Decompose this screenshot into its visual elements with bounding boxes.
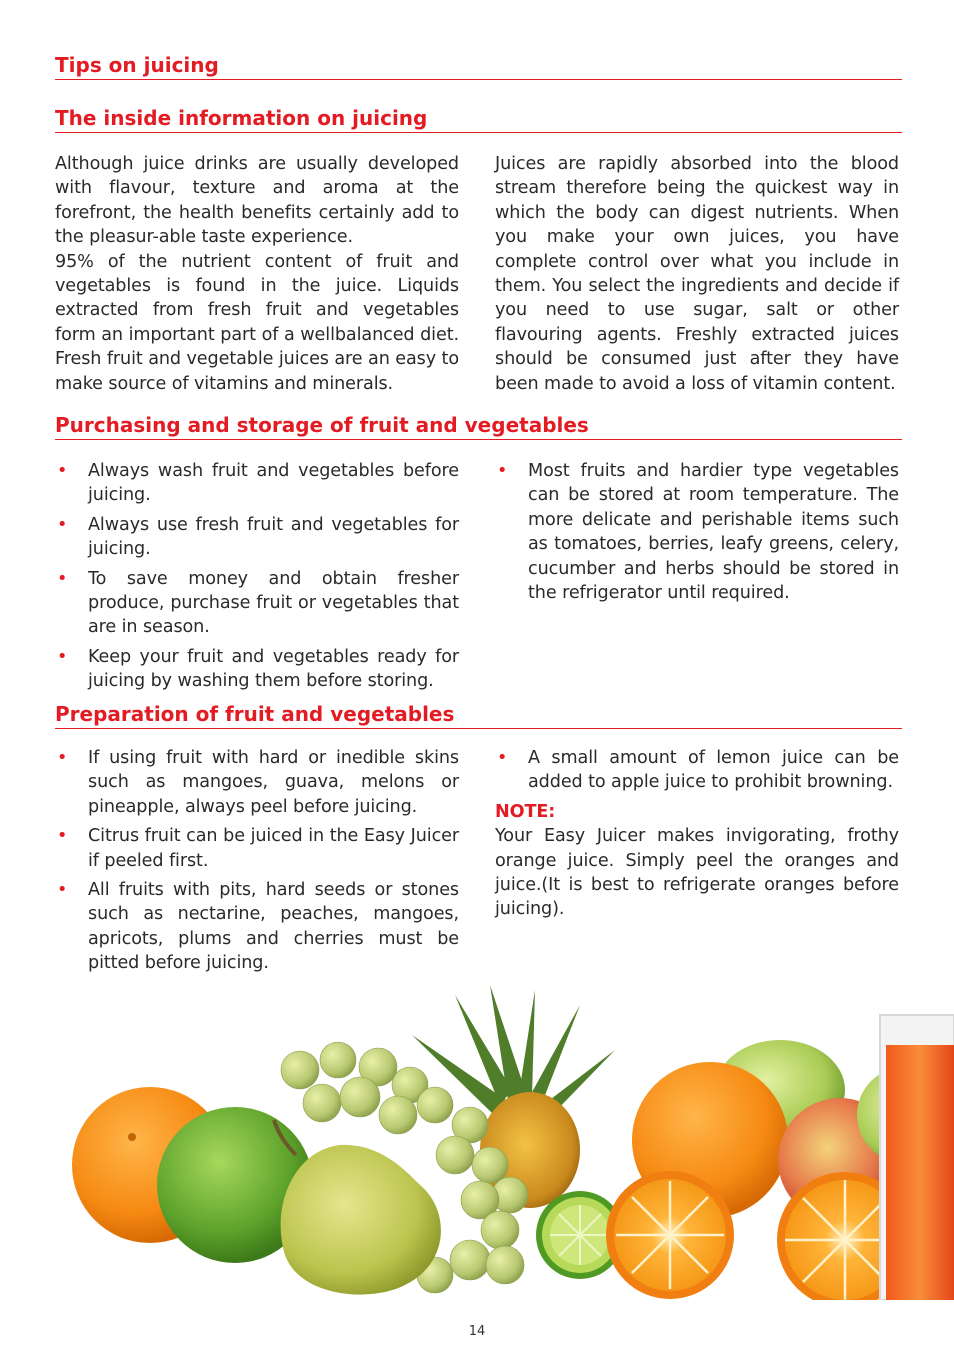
- list-item: • Always wash fruit and vegetables before juicing.: [55, 459, 459, 508]
- purchasing-right-column: [495, 459, 899, 610]
- fruit-illustration: [60, 985, 954, 1300]
- paragraph: Although juice drinks are usually developed with flavour, texture and aroma at the forefront, the health benefits certainly add to the pleasur-able taste experience.: [55, 154, 459, 248]
- bullet-list: [55, 746, 459, 976]
- section-title-purchasing: Purchasing and storage of fruit and vegetables: [55, 413, 902, 440]
- page-title: Tips on juicing: [55, 53, 902, 80]
- page-number: 14: [468, 1324, 486, 1339]
- list-item: • Most fruits and hardier type vegetables can be stored at room temperature. The more delicate and perishable items such as tomatoes, berries, leafy greens, celery, cucumber and herbs should be stored in the refrigerator until required.: [495, 459, 899, 605]
- section-title-preparation: Preparation of fruit and vegetables: [55, 702, 902, 729]
- note-label: NOTE:: [495, 801, 556, 822]
- list-item: • To save money and obtain fresher produce, purchase fruit or vegetables that are in season.: [55, 567, 459, 640]
- note-text: Your Easy Juicer makes invigorating, frothy orange juice. Simply peel the oranges and juice.(It is best to refrigerate oranges before juicing).: [495, 826, 899, 920]
- section-title-inside-information: The inside information on juicing: [55, 106, 902, 133]
- bullet-list: [495, 459, 899, 605]
- list-item: • If using fruit with hard or inedible skins such as mangoes, guava, melons or pineapple, always peel before juicing.: [55, 746, 459, 819]
- inside-right-column: [495, 152, 899, 396]
- preparation-right-column: [495, 746, 899, 922]
- list-item: • Citrus fruit can be juiced in the Easy Juicer if peeled first.: [55, 824, 459, 873]
- bullet-list: [55, 459, 459, 694]
- list-item: • Always use fresh fruit and vegetables for juicing.: [55, 513, 459, 562]
- inside-left-column: [55, 152, 459, 396]
- purchasing-left-column: [55, 459, 459, 699]
- bullet-list: [495, 746, 899, 795]
- list-item: • A small amount of lemon juice can be added to apple juice to prohibit browning.: [495, 746, 899, 795]
- preparation-left-column: [55, 746, 459, 981]
- paragraph: 95% of the nutrient content of fruit and vegetables is found in the juice. Liquids extracted from fresh fruit and vegetables form an important part of a wellbalanced diet. Fresh fruit and vegetable juices are an easy to make source of vitamins and minerals.: [55, 251, 459, 394]
- list-item: • Keep your fruit and vegetables ready for juicing by washing them before storing.: [55, 645, 459, 694]
- list-item: • All fruits with pits, hard seeds or stones such as nectarine, peaches, mangoes, apricots, plums and cherries must be pitted before juicing.: [55, 878, 459, 976]
- paragraph: Juices are rapidly absorbed into the blood stream therefore being the quickest way in which the body can digest nutrients. When you make your own juices, you have complete control over what you include in them. You select the ingredients and decide if you need to use sugar, salt or other flavouring agents. Freshly extracted juices should be consumed just after they have been made to avoid a loss of vitamin content.: [495, 154, 899, 394]
